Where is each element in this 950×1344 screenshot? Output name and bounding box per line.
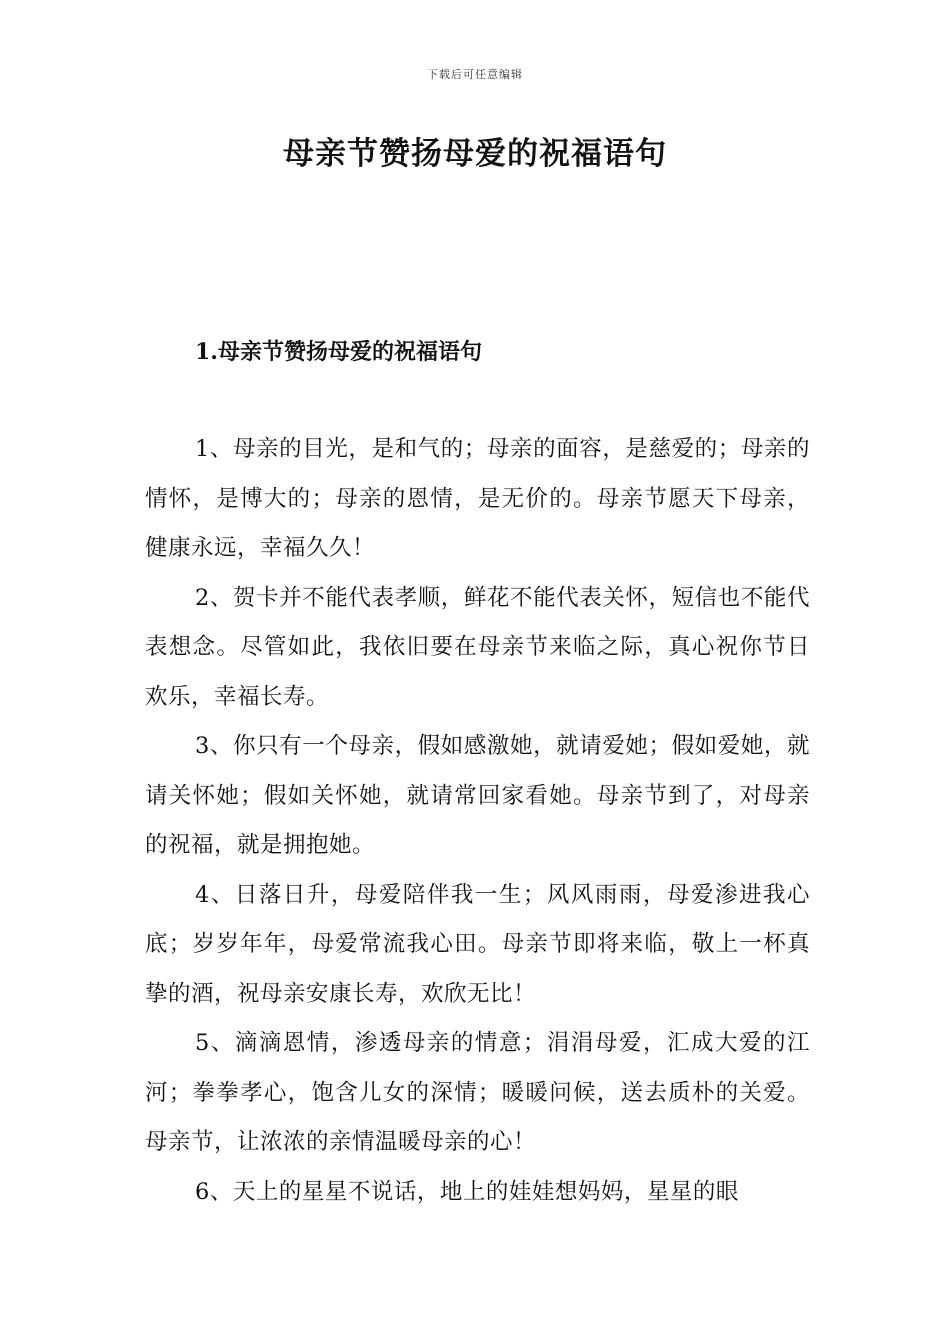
paragraph: 2、贺卡并不能代表孝顺，鲜花不能代表关怀，短信也不能代表想念。尽管如此，我依旧要在母亲节来临之际，真心祝你节日欢乐，幸福长寿。 (145, 584, 810, 710)
paragraph: 1、母亲的目光，是和气的；母亲的面容，是慈爱的；母亲的情怀，是博大的；母亲的恩情，是无价的。母亲节愿天下母亲，健康永远，幸福久久！ (145, 436, 810, 561)
body-text (145, 425, 810, 1217)
paragraph: 3、你只有一个母亲，假如感激她，就请爱她；假如爱她，就请关怀她；假如关怀她，就请常回家看她。母亲节到了，对母亲的祝福，就是拥抱她。 (145, 733, 810, 858)
paragraph: 5、滴滴恩情，渗透母亲的情意；涓涓母爱，汇成大爱的江河；拳拳孝心，饱含儿女的深情；暖暖问候，送去质朴的关爱。母亲节，让浓浓的亲情温暖母亲的心！ (145, 1030, 810, 1155)
header-note: 下载后可任意编辑 (427, 68, 523, 81)
section-heading: 1.母亲节赞扬母爱的祝福语句 (195, 339, 482, 365)
paragraph: 6、天上的星星不说话，地上的娃娃想妈妈，星星的眼 (195, 1178, 739, 1205)
paragraph: 4、日落日升，母爱陪伴我一生；风风雨雨，母爱渗进我心底；岁岁年年，母爱常流我心田。母亲节即将来临，敬上一杯真挚的酒，祝母亲安康长寿，欢欣无比！ (145, 881, 810, 1007)
document-title: 母亲节赞扬母爱的祝福语句 (283, 136, 667, 172)
